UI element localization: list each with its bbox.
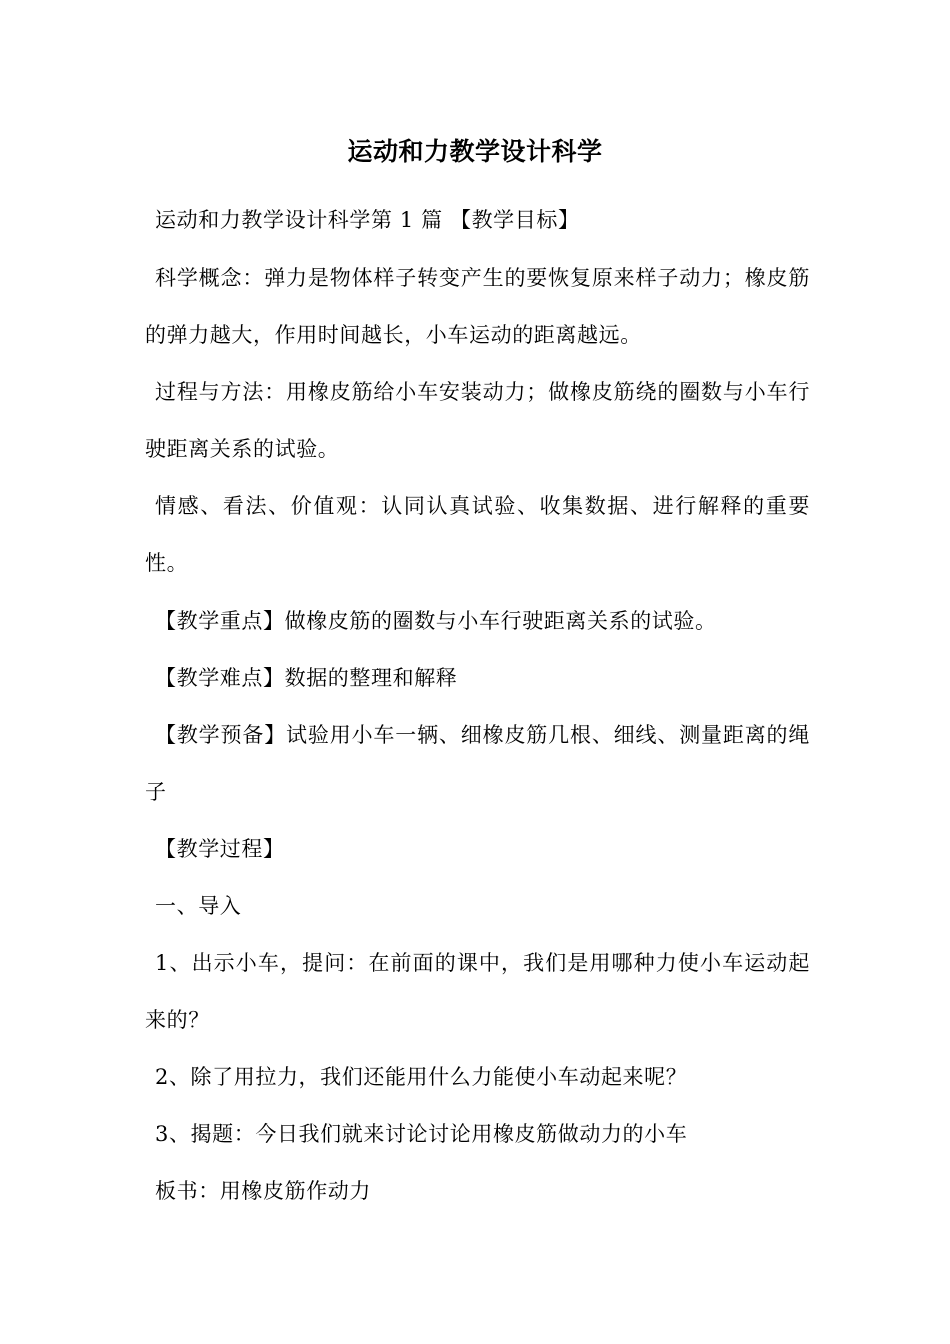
paragraph-attitude-values: 情感、看法、价值观：认同认真试验、收集数据、进行解释的重要性。	[145, 494, 810, 575]
paragraph-preparation: 【教学预备】试验用小车一辆、细橡皮筋几根、细线、测量距离的绳子	[145, 723, 810, 804]
paragraph-science-concept: 科学概念：弹力是物体样子转变产生的要恢复原来样子动力；橡皮筋的弹力越大，作用时间越长，小车运动的距离越远。	[145, 266, 810, 347]
paragraph-process-method: 过程与方法：用橡皮筋给小车安装动力；做橡皮筋绕的圈数与小车行驶距离关系的试验。	[145, 380, 810, 461]
paragraph-blackboard: 板书：用橡皮筋作动力	[155, 1179, 371, 1203]
paragraph-key-point: 【教学重点】做橡皮筋的圈数与小车行驶距离关系的试验。	[155, 609, 717, 633]
paragraph-heading-goals: 运动和力教学设计科学第 1 篇 【教学目标】	[155, 208, 580, 232]
paragraph-process-heading: 【教学过程】	[155, 837, 285, 861]
paragraph-step-1: 1、出示小车，提问：在前面的课中，我们是用哪种力使小车运动起来的？	[145, 951, 810, 1032]
paragraph-intro-heading: 一、导入	[155, 894, 242, 918]
document-title: 运动和力教学设计科学	[347, 137, 603, 166]
paragraph-step-3: 3、揭题：今日我们就来讨论讨论用橡皮筋做动力的小车	[155, 1122, 688, 1146]
paragraph-step-2: 2、除了用拉力，我们还能用什么力能使小车动起来呢？	[155, 1065, 688, 1089]
paragraph-difficulty: 【教学难点】数据的整理和解释	[155, 666, 458, 690]
